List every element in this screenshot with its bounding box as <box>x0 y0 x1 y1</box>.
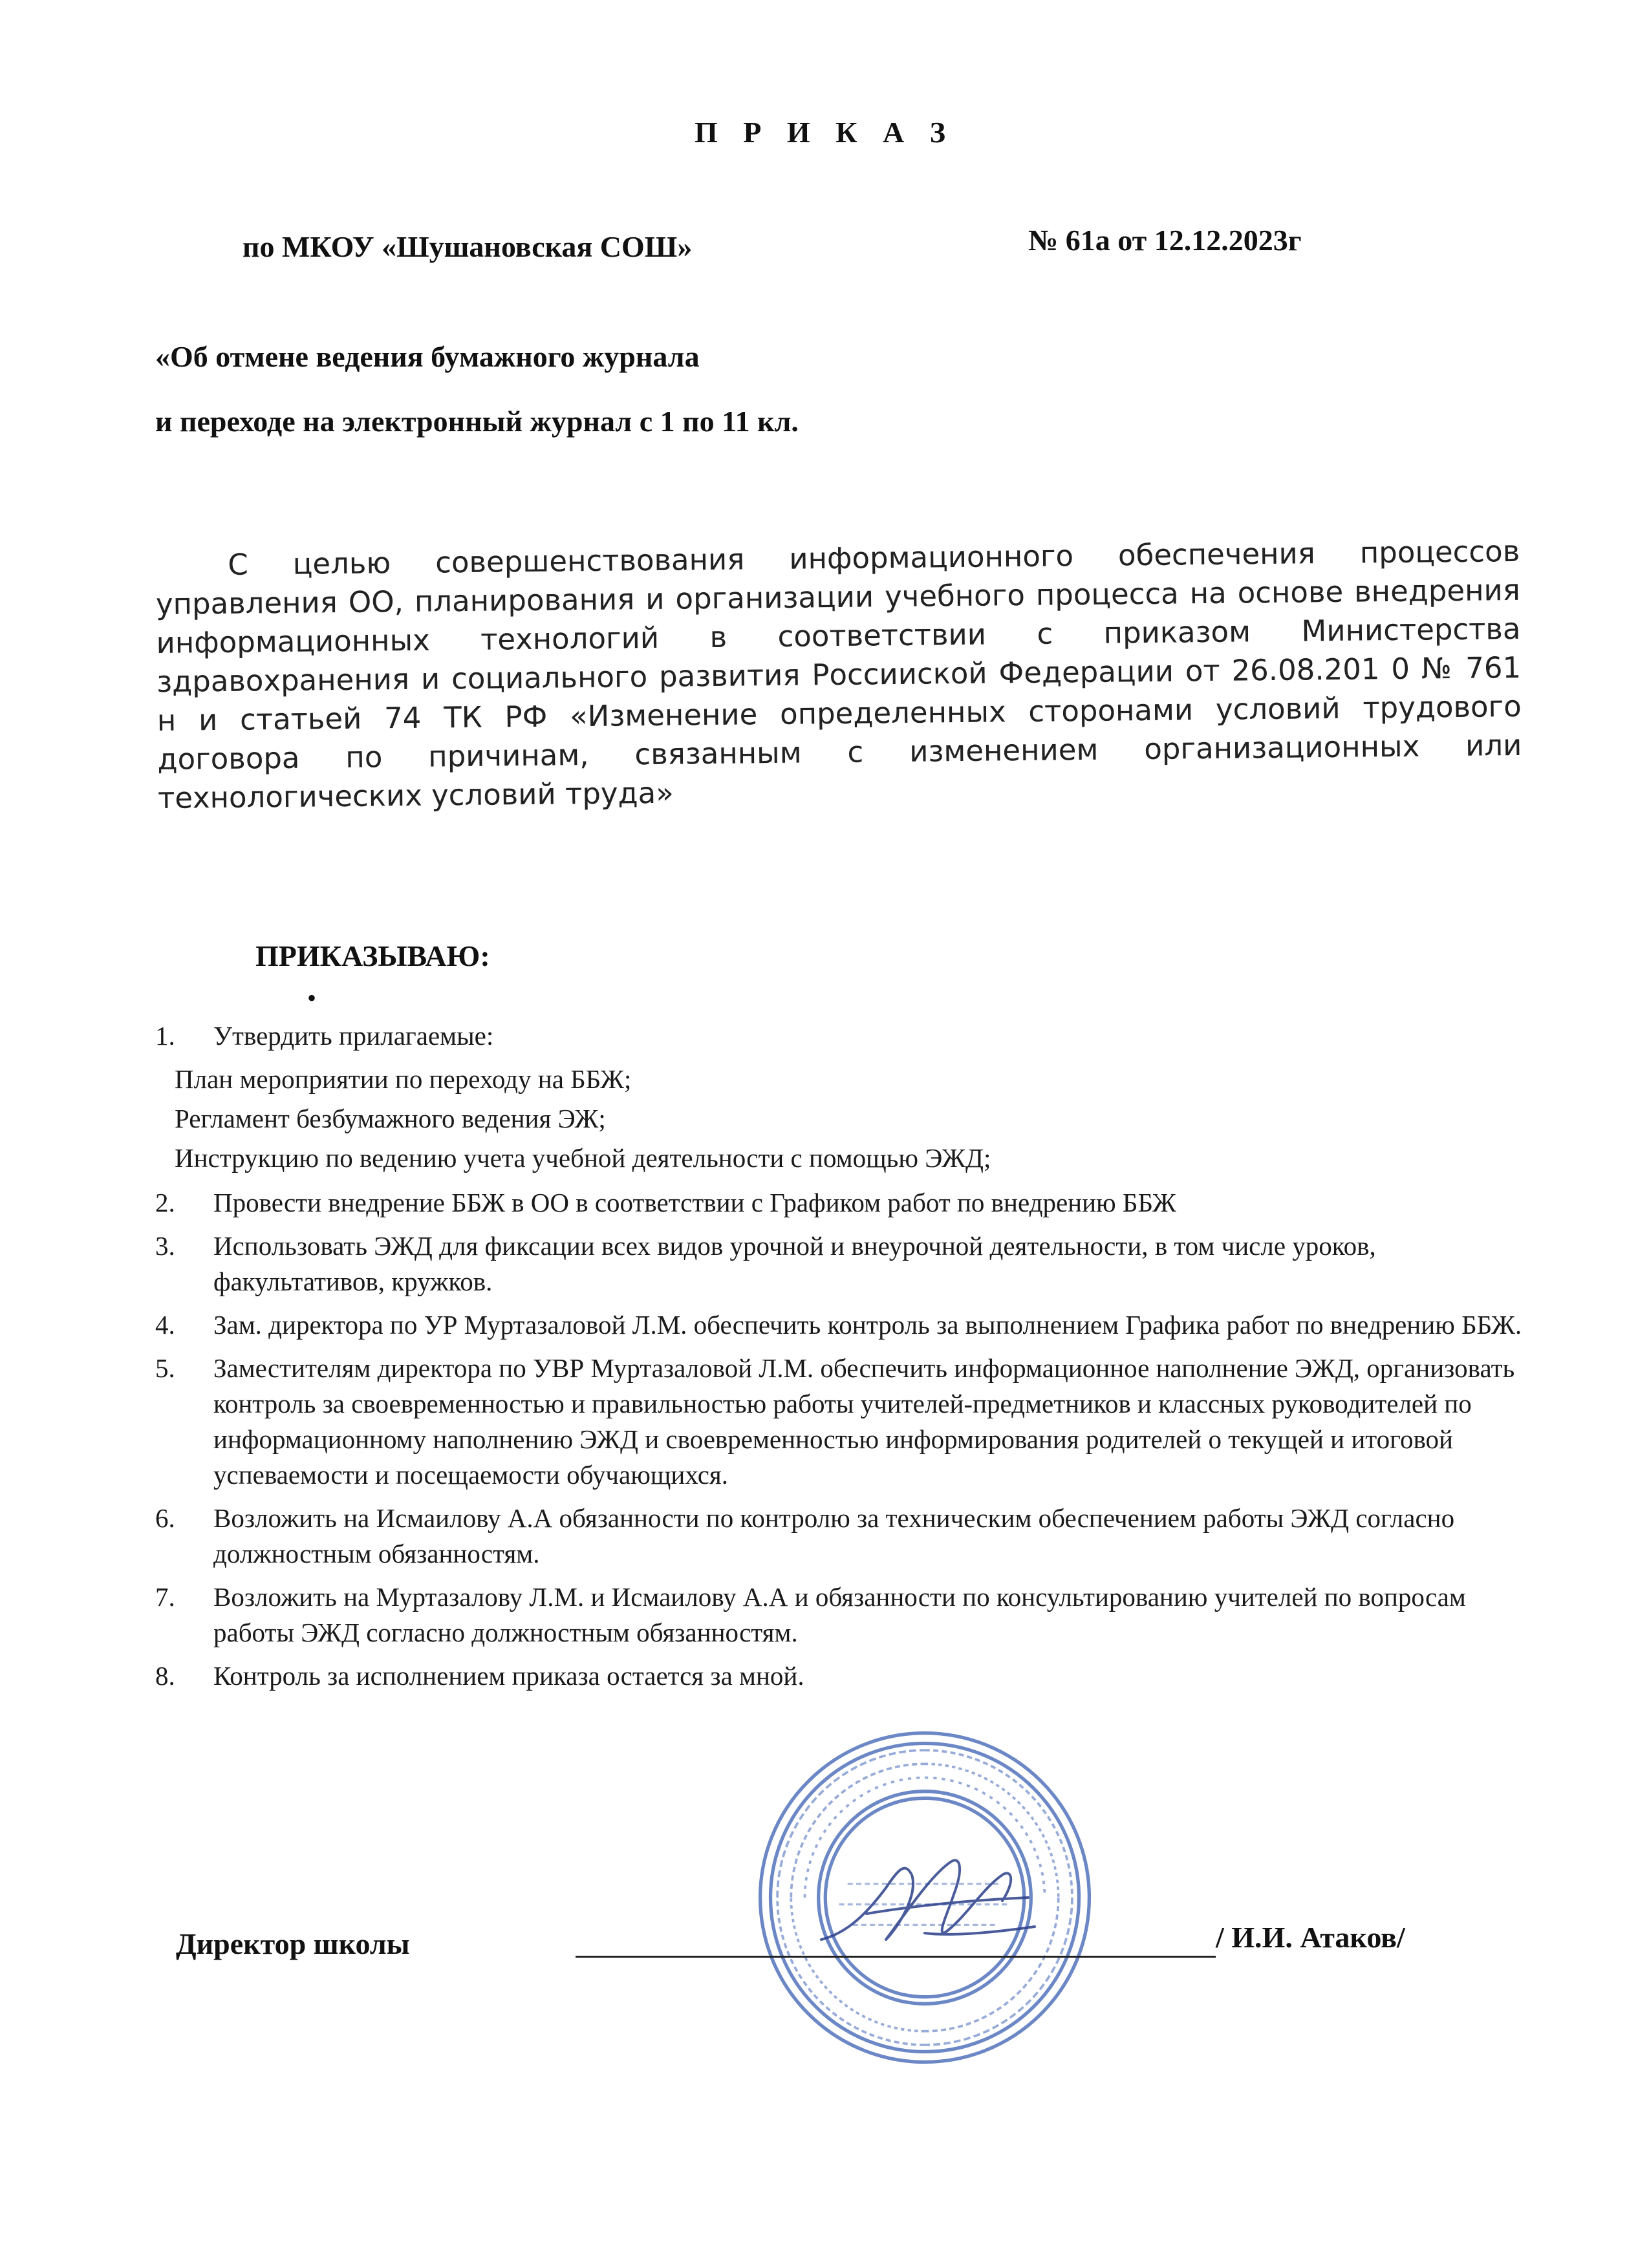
item-number: 7. <box>155 1582 175 1612</box>
item-text: Использовать ЭЖД для фиксации всех видов урочной и внеурочной деятельности, в том числе уроков, факультативов, кружков. <box>213 1231 1376 1296</box>
signatory-role: Директор школы <box>176 1927 410 1960</box>
subject-line-1: «Об отмене ведения бумажного журнала <box>155 340 700 373</box>
list-item <box>155 1351 1539 1493</box>
bullet-mark: • <box>307 983 317 1012</box>
list-item <box>155 1579 1539 1651</box>
list-item <box>155 1501 1539 1572</box>
list-item <box>155 1228 1539 1300</box>
signature-line <box>576 1956 1216 1958</box>
item-text: Провести внедрение ББЖ в ОО в соответствии с Графиком работ по внедрению ББЖ <box>213 1188 1176 1217</box>
list-item <box>155 1307 1539 1343</box>
item-text: Контроль за исполнением приказа остается за мной. <box>213 1661 804 1691</box>
item-text: Заместителям директора по УВР Муртазаловой Л.М. обеспечить информационное наполнение ЭЖД, организовать контроль за своевременностью и правильностью работы учителей-предметников и классных руководителей по информационному наполнению ЭЖД и своевременностью информирования родителей о текущей и итоговой успеваемости и посещаемости обучающихся. <box>213 1353 1515 1490</box>
item-number: 6. <box>155 1503 175 1533</box>
sub-item: Регламент безбумажного ведения ЭЖ; <box>175 1104 606 1133</box>
preamble-paragraph: С целью совершенствования информационного обеспечения процессов управления ОО, планирования и организации учебного процесса на основе внедрения информационных технологий в соответствии с приказом Министерства здравохранения и социального развития Россииской Федерации от 26.08.201 0 № 761 н и статьей 74 ТК РФ «Изменение определенных сторонами условий трудового договора по причинам, связанным с изменением организационных или технологических условий труда» <box>155 533 1522 815</box>
order-number-date: № 61а от 12.12.2023г <box>1028 224 1302 257</box>
item-text: Возложить на Муртазалову Л.М. и Исмаилову А.А и обязанности по консультированию учителей по вопросам работы ЭЖД согласно должностным обязанностям. <box>213 1582 1466 1647</box>
sub-item: Инструкцию по ведению учета учебной деятельности с помощью ЭЖД; <box>175 1143 991 1173</box>
sub-item: План мероприятии по переходу на ББЖ; <box>175 1064 632 1094</box>
item-number: 4. <box>155 1310 175 1340</box>
item-number: 2. <box>155 1188 175 1217</box>
list-item <box>155 1018 1539 1054</box>
handwritten-signature-icon <box>808 1836 1054 1965</box>
item-number: 3. <box>155 1231 175 1261</box>
item-number: 8. <box>155 1661 175 1691</box>
document-title: П Р И К А З <box>694 116 954 149</box>
organization-line: по МКОУ «Шушановская СОШ» <box>242 230 693 263</box>
signatory-name: / И.И. Атаков/ <box>1216 1921 1405 1954</box>
list-item <box>155 1658 1539 1694</box>
order-items-list <box>155 1018 1539 1702</box>
item-text: Возложить на Исмаилову А.А обязанности по контролю за техническим обеспечением работы ЭЖД согласно должностным обязанностям. <box>213 1503 1455 1568</box>
item-text: Утвердить прилагаемые: <box>213 1021 494 1051</box>
subject-line-2: и переходе на электронный журнал с 1 по 11 кл. <box>155 405 799 438</box>
orders-heading: ПРИКАЗЫВАЮ: <box>255 939 490 972</box>
list-item <box>155 1185 1539 1221</box>
item-number: 5. <box>155 1353 175 1383</box>
item-number: 1. <box>155 1021 175 1051</box>
item-text: Зам. директора по УР Муртазаловой Л.М. обеспечить контроль за выполнением Графика работ по внедрению ББЖ. <box>213 1310 1522 1340</box>
